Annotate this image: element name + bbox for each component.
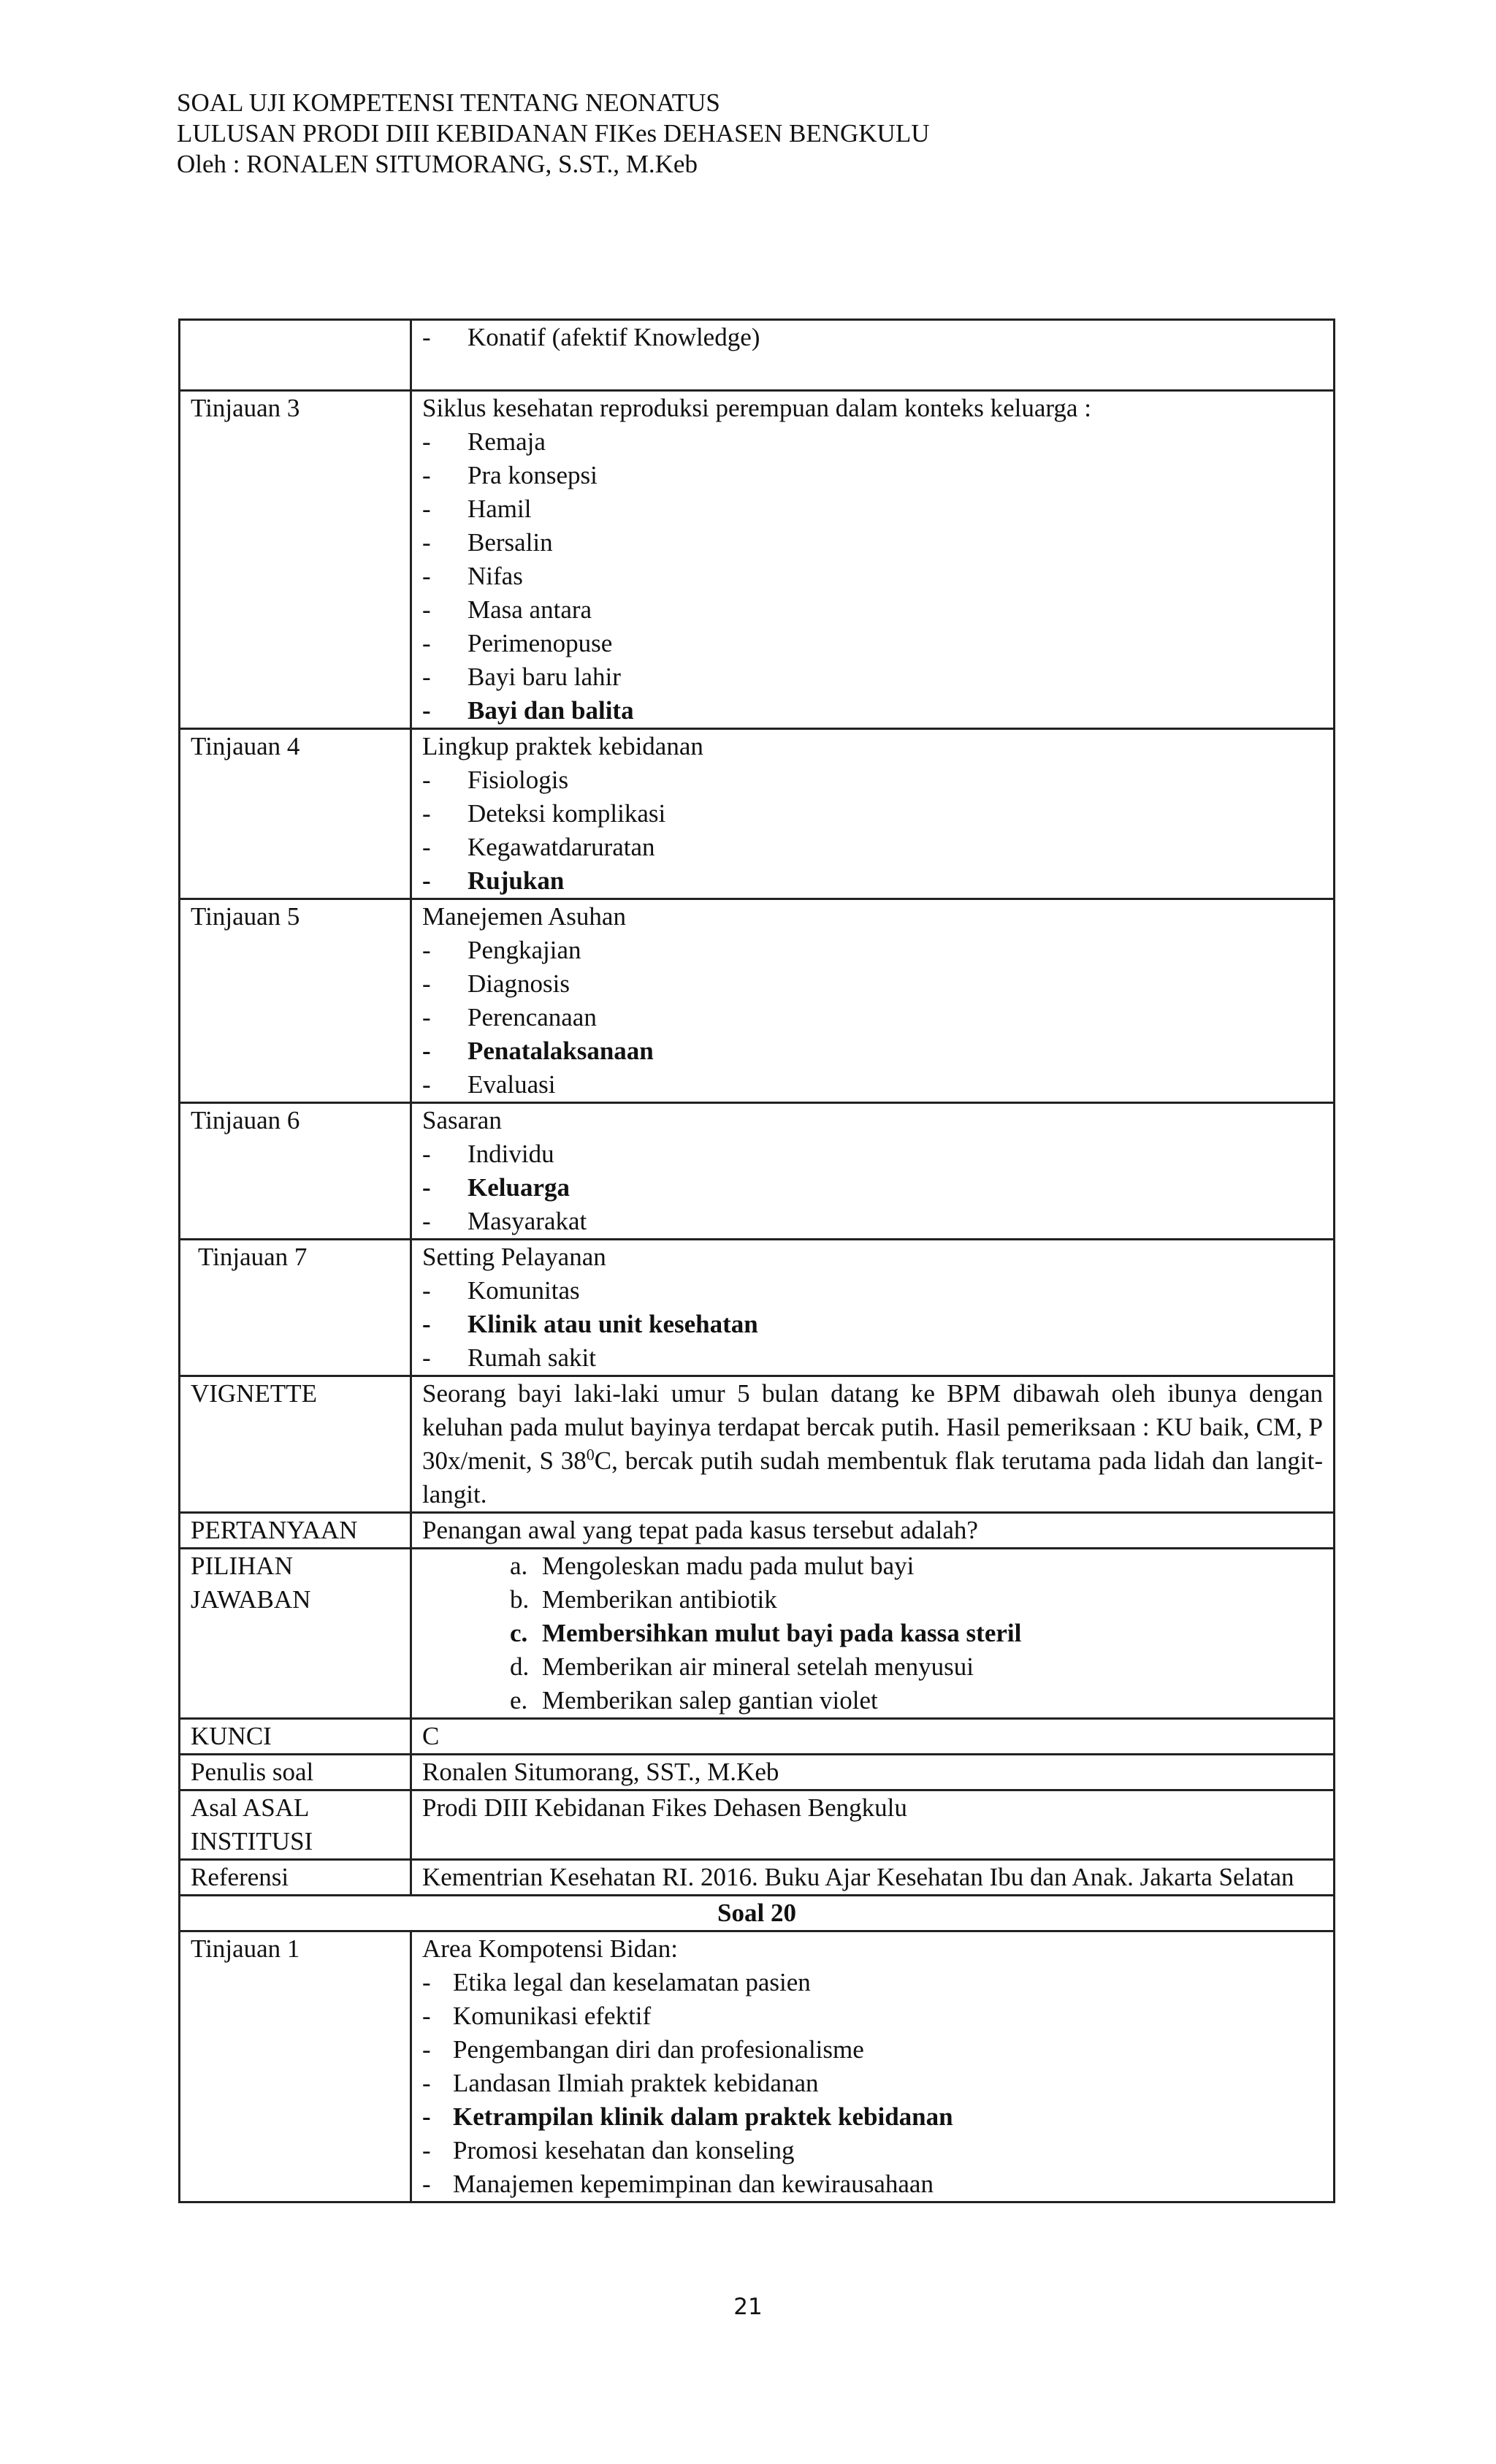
table-row bbox=[180, 1103, 1335, 1240]
question-table bbox=[178, 319, 1335, 2203]
list-item: - Promosi kesehatan dan konseling bbox=[422, 2136, 795, 2164]
list-item: - Pra konsepsi bbox=[422, 461, 598, 489]
content-cell bbox=[411, 1103, 1335, 1240]
institution-value: Prodi DIII Kebidanan Fikes Dehasen Bengkulu bbox=[411, 1790, 1335, 1860]
vignette-text: Seorang bayi laki-laki umur 5 bulan datang ke BPM dibawah oleh ibunya dengan keluhan pada mulut bayinya terdapat bercak putih. Hasil pemeriksaan : KU baik, CM, P 30x/menit, S $38^0C$, bercak putih sudah membentuk flak terutama pada lidah dan langit-langit. bbox=[411, 1376, 1335, 1513]
content-cell bbox=[411, 729, 1335, 899]
list-item: - Evaluasi bbox=[422, 1070, 556, 1099]
section-title: Setting Pelayanan bbox=[422, 1243, 606, 1271]
list-item: - Diagnosis bbox=[422, 969, 570, 998]
table-row bbox=[180, 1860, 1335, 1896]
list-item: - Hamil bbox=[422, 495, 532, 523]
row-label: Penulis soal bbox=[180, 1755, 411, 1790]
table-row bbox=[180, 899, 1335, 1103]
table-row bbox=[180, 1755, 1335, 1790]
label-cell bbox=[180, 320, 411, 391]
row-label: Tinjauan 5 bbox=[180, 899, 411, 1103]
content-cell bbox=[411, 899, 1335, 1103]
list-item: - Masyarakat bbox=[422, 1207, 587, 1235]
list-item: - Pengkajian bbox=[422, 936, 581, 964]
section-heading: Soal 20 bbox=[180, 1896, 1335, 1931]
list-item: - Konatif (afektif Knowledge) bbox=[422, 323, 760, 351]
content-cell bbox=[411, 391, 1335, 729]
row-label: Asal ASAL INSTITUSI bbox=[180, 1790, 411, 1860]
answer-option: d. Memberikan air mineral setelah menyusui bbox=[510, 1652, 974, 1681]
list-item: - Landasan Ilmiah praktek kebidanan bbox=[422, 2069, 819, 2097]
answer-option: e. Memberikan salep gantian violet bbox=[510, 1686, 878, 1714]
table-row bbox=[180, 1513, 1335, 1549]
row-label: PERTANYAAN bbox=[180, 1513, 411, 1549]
content-cell bbox=[411, 1931, 1335, 2202]
table-row bbox=[180, 1719, 1335, 1755]
row-label: Referensi bbox=[180, 1860, 411, 1896]
row-label: VIGNETTE bbox=[180, 1376, 411, 1513]
answer-option: a. Mengoleskan madu pada mulut bayi bbox=[510, 1552, 915, 1580]
header-subtitle: LULUSAN PRODI DIII KEBIDANAN FIKes DEHASEN BENGKULU bbox=[177, 119, 930, 148]
list-item: - Perencanaan bbox=[422, 1003, 597, 1031]
list-item-highlighted: - Klinik atau unit kesehatan bbox=[422, 1310, 758, 1338]
list-item: - Kegawatdaruratan bbox=[422, 833, 655, 861]
section-title: Sasaran bbox=[422, 1106, 502, 1134]
header-author: Oleh : RONALEN SITUMORANG, S.ST., M.Keb bbox=[177, 150, 698, 178]
list-item: - Fisiologis bbox=[422, 766, 569, 794]
list-item-highlighted: - Penatalaksanaan bbox=[422, 1037, 654, 1065]
content-cell bbox=[411, 1240, 1335, 1376]
list-item: - Manajemen kepemimpinan dan kewirausahaan bbox=[422, 2170, 934, 2198]
table-row bbox=[180, 1896, 1335, 1931]
table-row bbox=[180, 729, 1335, 899]
page-number: 21 bbox=[733, 2294, 763, 2320]
list-item: - Bersalin bbox=[422, 528, 553, 557]
row-label: Tinjauan 6 bbox=[180, 1103, 411, 1240]
row-label: KUNCI bbox=[180, 1719, 411, 1755]
list-item-highlighted: - Ketrampilan klinik dalam praktek kebidanan bbox=[422, 2102, 953, 2131]
table-row bbox=[180, 1549, 1335, 1719]
list-item: - Komunikasi efektif bbox=[422, 2002, 652, 2030]
list-item: - Rumah sakit bbox=[422, 1343, 596, 1372]
header-title: SOAL UJI KOMPETENSI TENTANG NEONATUS bbox=[177, 88, 720, 117]
section-title: Lingkup praktek kebidanan bbox=[422, 732, 703, 760]
list-item: - Perimenopuse bbox=[422, 629, 613, 657]
list-item: - Etika legal dan keselamatan pasien bbox=[422, 1968, 811, 1996]
row-label: Tinjauan 4 bbox=[180, 729, 411, 899]
table-row bbox=[180, 1240, 1335, 1376]
list-item: - Deteksi komplikasi bbox=[422, 799, 666, 828]
row-label: Tinjauan 3 bbox=[180, 391, 411, 729]
table-row bbox=[180, 1790, 1335, 1860]
list-item-highlighted: - Keluarga bbox=[422, 1173, 570, 1202]
list-item: - Pengembangan diri dan profesionalisme bbox=[422, 2035, 864, 2064]
answer-option-correct: c. Membersihkan mulut bayi pada kassa steril bbox=[510, 1619, 1022, 1647]
list-item-highlighted: - Bayi dan balita bbox=[422, 696, 634, 725]
row-label: PILIHAN JAWABAN bbox=[180, 1549, 411, 1719]
question-text: Penangan awal yang tepat pada kasus tersebut adalah? bbox=[411, 1513, 1335, 1549]
list-item: - Bayi baru lahir bbox=[422, 663, 621, 691]
list-item: - Remaja bbox=[422, 427, 546, 456]
table-row bbox=[180, 1376, 1335, 1513]
author-value: Ronalen Situmorang, SST., M.Keb bbox=[411, 1755, 1335, 1790]
list-item: - Masa antara bbox=[422, 595, 592, 624]
table-row bbox=[180, 320, 1335, 391]
row-label: Tinjauan 7 bbox=[180, 1240, 411, 1376]
answer-key: C bbox=[411, 1719, 1335, 1755]
content-cell bbox=[411, 320, 1335, 391]
reference-value: Kementrian Kesehatan RI. 2016. Buku Ajar Kesehatan Ibu dan Anak. Jakarta Selatan bbox=[411, 1860, 1335, 1896]
document-header bbox=[177, 88, 929, 180]
section-title: Manejemen Asuhan bbox=[422, 902, 626, 931]
section-title: Siklus kesehatan reproduksi perempuan dalam konteks keluarga : bbox=[422, 394, 1091, 422]
answer-options bbox=[411, 1549, 1335, 1719]
table-row bbox=[180, 1931, 1335, 2202]
list-item: - Nifas bbox=[422, 562, 523, 590]
list-item-highlighted: - Rujukan bbox=[422, 866, 565, 895]
section-title: Area Kompotensi Bidan: bbox=[422, 1934, 678, 1963]
list-item: - Individu bbox=[422, 1140, 554, 1168]
table-row bbox=[180, 391, 1335, 729]
list-item: - Komunitas bbox=[422, 1276, 580, 1305]
answer-option: b. Memberikan antibiotik bbox=[510, 1585, 777, 1614]
row-label: Tinjauan 1 bbox=[180, 1931, 411, 2202]
